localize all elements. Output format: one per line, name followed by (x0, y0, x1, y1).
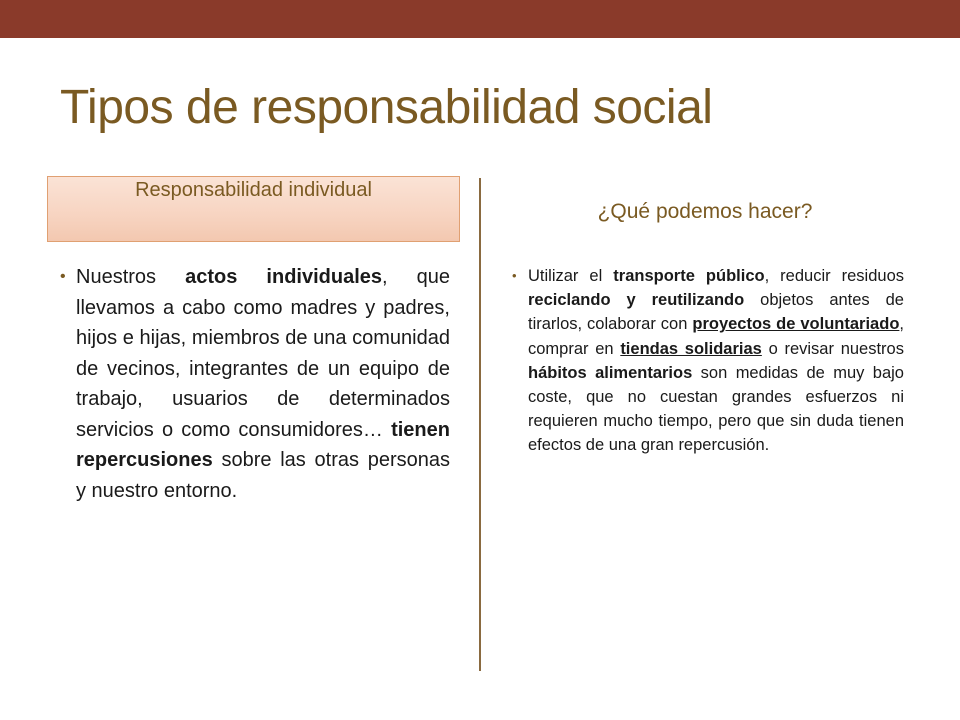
body-text: , reducir residuos (764, 267, 904, 285)
emphasized-text: proyectos de voluntariado (692, 315, 900, 334)
emphasized-text: transporte público (613, 267, 765, 285)
emphasized-text: reciclando y reutilizando (528, 291, 745, 310)
left-column-header-label: Responsabilidad individual (135, 179, 372, 201)
body-text: , comprar en (528, 315, 904, 358)
right-column-header: ¿Qué podemos hacer? (597, 200, 813, 223)
emphasized-text: tienen repercusiones (76, 418, 450, 471)
body-text: son medidas de muy bajo coste, que no cuestan grandes esfuerzos ni requieren mucho tiempo, pero que sin duda tienen efectos de una gran repercusión. (528, 363, 904, 455)
right-column-body (512, 264, 904, 458)
column-divider (479, 178, 481, 671)
bullet-marker: • (512, 268, 517, 283)
right-bullet-paragraph (512, 264, 904, 458)
body-text: o revisar nuestros (761, 339, 904, 358)
left-column-body (60, 262, 450, 506)
left-bullet-paragraph (60, 262, 450, 506)
body-text: Nuestros (76, 266, 186, 288)
body-text: , que llevamos a cabo como madres y padres, hijos e hijas, miembros de una comunidad de vecinos, integrantes de un equipo de trabajo, usuarios de determinados servicios o como consumidores… (76, 266, 451, 441)
body-text: sobre las otras personas y nuestro entorno. (76, 449, 450, 502)
body-text: Utilizar el (528, 267, 614, 285)
top-accent-bar (0, 0, 960, 38)
left-column-header (47, 176, 460, 242)
emphasized-text: tiendas solidarias (620, 339, 762, 358)
emphasized-text: actos individuales (185, 266, 383, 288)
bullet-marker: • (60, 268, 66, 285)
body-text: objetos antes de tirarlos, colaborar con (528, 291, 904, 334)
slide-title: Tipos de responsabilidad social (60, 81, 713, 134)
emphasized-text: hábitos alimentarios (528, 363, 693, 382)
